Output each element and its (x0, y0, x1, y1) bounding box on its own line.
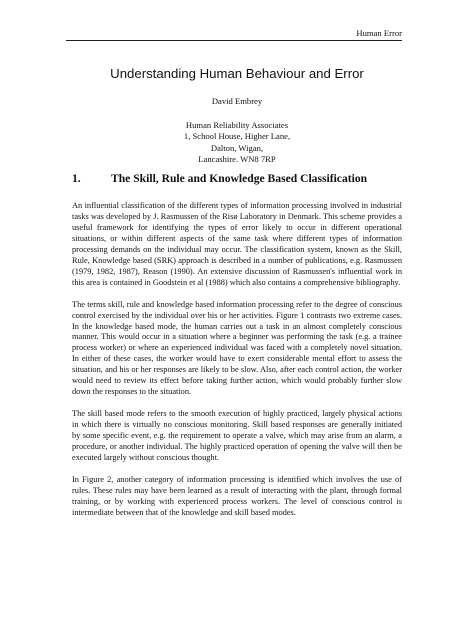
document-title: Understanding Human Behaviour and Error (110, 66, 364, 81)
running-header: Human Error (66, 28, 402, 41)
author-block (0, 96, 474, 166)
body-text (72, 201, 402, 530)
author-name: David Embrey (211, 96, 263, 106)
paragraph: In Figure 2, another category of information processing is identified which involves the use of rules. These rules may have been learned as a result of interacting with the plant, through formal training, or by working with experienced process workers. The level of conscious control is intermediate between that of the knowledge and skill based modes. (72, 474, 402, 517)
section-number: 1. (72, 172, 81, 185)
affiliation-line: 1, School House, Higher Lane, (183, 131, 291, 142)
affiliation-line: Lancashire. WN8 7RP (198, 154, 276, 165)
paragraph: The skill based mode refers to the smooth execution of highly practiced, largely physical actions in which there is virtually no conscious monitoring. Skill based responses are generally initiated by some specific event, e.g. the requirement to operate a valve, which may arise from an alarm, a procedure, or another individual. The highly practiced operation of opening the valve will then be executed largely without conscious thought. (72, 409, 402, 463)
paragraph: An influential classification of the different types of information processing involved in industrial tasks was developed by J. Rasmussen of the Risø Laboratory in Denmark. This scheme provides a useful framework for identifying the types of error likely to occur in different operational situations, or within different aspects of the same task where different types of information processing demands on the individual may occur. The classification system, known as the Skill, Rule, Knowledge based (SRK) approach is described in a number of publications, e.g. Rasmussen (1979, 1982, 1987), Reason (1990). An extensive discussion of Rasmussen's influential work in this area is contained in Goodstein et al (1988) which also contains a comprehensive bibliography. (72, 201, 402, 287)
paragraph: The terms skill, rule and knowledge based information processing refer to the degree of conscious control exercised by the individual over his or her activities. Figure 1 contrasts two extreme cases. In the knowledge based mode, the human carries out a task in an almost completely conscious manner. This would occur in a situation where a beginner was performing the task (e.g. a trainee process worker) or where an experienced individual was faced with a completely novel situation. In either of these cases, the worker would have to exert considerable mental effort to assess the situation, and his or her responses are likely to be slow. Also, after each control action, the worker would need to review its effect before taking further action, which would probably further slow down the responses to the situation. (72, 299, 402, 397)
affiliation-line: Human Reliability Associates (185, 119, 289, 130)
affiliation-line: Dalton, Wigan, (210, 142, 264, 153)
section-title: The Skill, Rule and Knowledge Based Classification (111, 172, 368, 185)
section-heading (72, 172, 367, 186)
